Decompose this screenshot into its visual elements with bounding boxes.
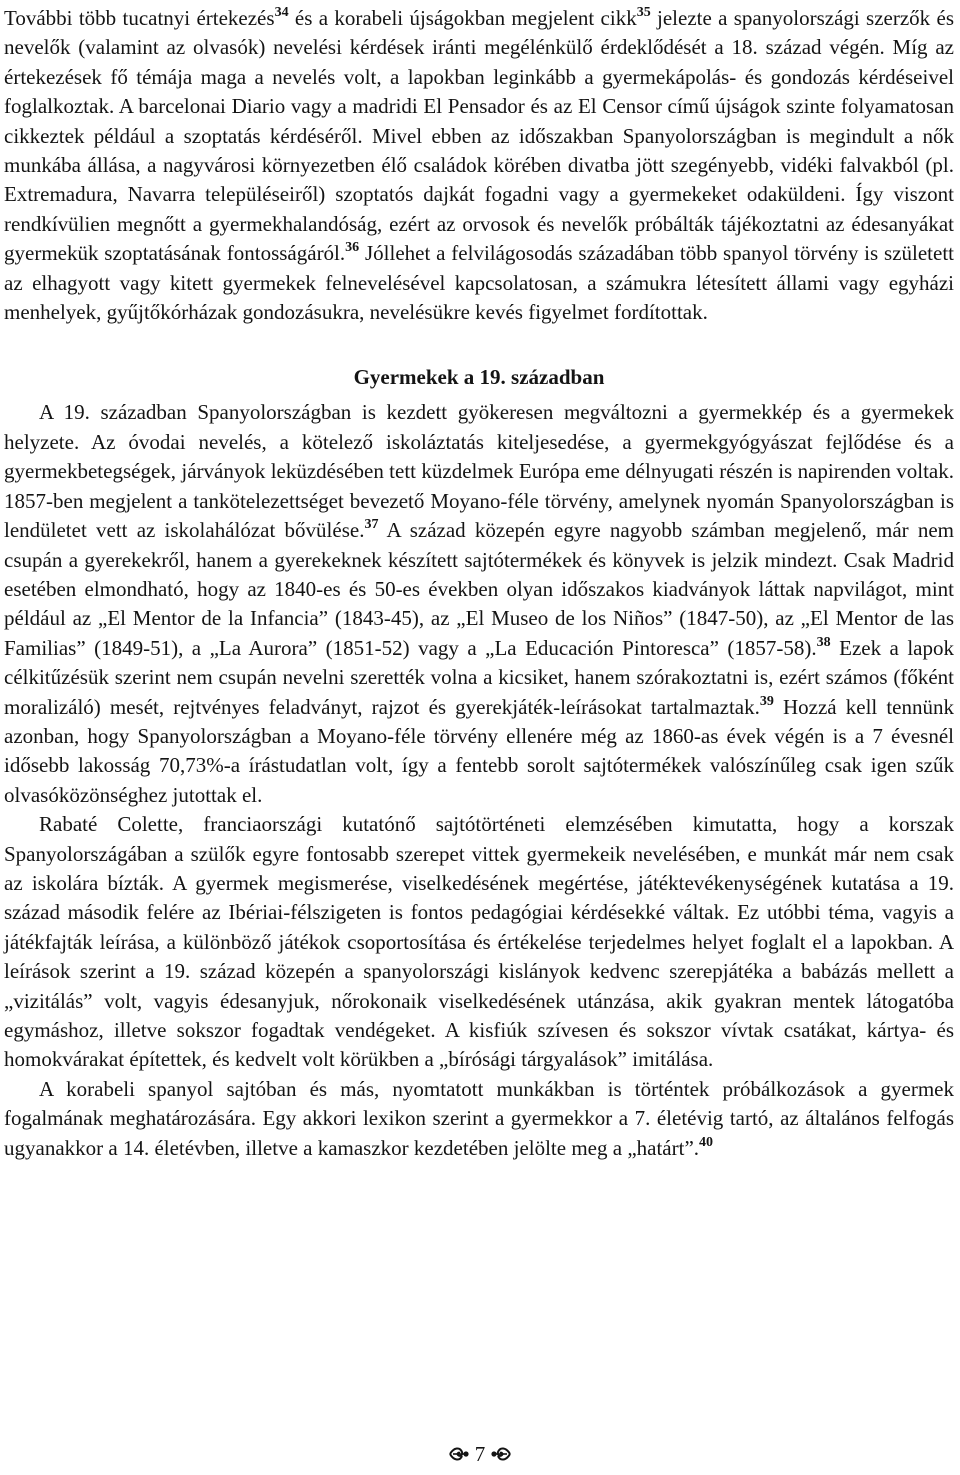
ornament-right-icon — [490, 1443, 512, 1465]
paragraph-text: A század közepén egyre nagyobb számban megjelenő, már nem csupán a gyerekekről, hanem a gyerekeknek készített sajtótermékek és könyvek is jelzik mindezt. Csak Madrid esetében elmondható, hogy az 1840-es és 50-es években olyan időszakos kiadványok láttak napvilágot, mint például az „El Mentor de la Infancia” (1843-45), az „El Museo de los Niños” (1847-50), az „El Mentor de las Familias” (1849-51), a „La Aurora” (1851-52) vagy a „La Educación Pintoresca” (1857-58). — [4, 518, 955, 660]
paragraph-text: Jóllehet a felvilágosodás századában több spanyol törvény is született az elhagyott vagy kitett gyermekek felnevelésével kapcsolatosan, a számukra létesített állami vagy egyházi menhelyek, gyűjtőkórházak gondozásukra, nevelésükre kevés figyelmet fordítottak. — [4, 241, 954, 325]
paragraph-text: További több tucatnyi értekezés — [4, 6, 275, 30]
page-number: 7 — [474, 1442, 486, 1466]
paragraph-text: Hozzá kell tennünk azonban, hogy Spanyolországban a Moyano-féle törvény ellenére még az 1860-as évek végén is a 7 évesnél idősebb lakosság 70,73%-a írástudatlan volt, így a fentebb sorolt sajtótermékek valószínűleg csak igen szűk olvasóközönséghez jutottak el. — [4, 694, 955, 807]
paragraph-text: és a korabeli újságokban megjelent cikk — [288, 6, 637, 30]
body-text-after — [4, 398, 954, 1163]
body-text-before — [4, 4, 954, 327]
footnote-marker: 39 — [759, 693, 774, 709]
footnote-marker: 35 — [636, 5, 651, 20]
paragraph — [4, 4, 954, 327]
footnote-marker: 37 — [364, 517, 379, 533]
footnote-marker: 34 — [274, 5, 289, 20]
section-heading: Gyermekek a 19. században — [353, 365, 605, 390]
footnote-marker: 38 — [816, 634, 831, 650]
paragraph-text: jelezte a spanyolországi szerzők és nevelők (valamint az olvasók) nevelési kérdések iránti megélénkülő érdeklődését a 18. század végén. Míg az értekezések fő témája maga a nevelés volt, a lapokban leginkább a gyermekápolás- és gondozás kérdéseivel foglalkoztak. A barcelonai Diario vagy a madridi El Pensador és az El Censor című újságok szinte folyamatosan cikkeztek például a szoptatás kérdéséről. Mivel ebben az időszakban Spanyolországban is megindult a nők munkába állása, a nagyvárosi környezetben élő családok körében divatba jött szegényebb, vidéki falvakból (pl. Extremadura, Navarra településeiről) szoptatós dajkát fogadni vagy a gyermekeket odaküldeni. Így viszont rendkívülien megnőtt a gyermekhalandóság, ezért az orvosok és nevelők próbálták tájékoztatni az édesanyákat gyermekük szoptatásának fontosságáról. — [4, 6, 954, 266]
footnote-marker: 36 — [345, 240, 360, 256]
paragraph — [4, 398, 954, 810]
paragraph-text: Rabaté Colette, franciaországi kutatónő sajtótörténeti elemzésében kimutatta, hogy a korszak Spanyolországában a szülők egyre fontosabb szerepet vittek gyermekeik nevelésében, e munkát már nem csak az iskolára bízták. A gyermek megismerése, viselkedésének megértése, játéktevékenységének kutatása a 19. század második felére az Ibériai-félszigeten is fontos pedagógiai kérdésekké váltak. Ez utóbbi téma, vagyis a játékfajták leírása, a különböző játékok csoportosítása és értékelése terjedelmes helyet foglalt el a lapokban. A leírások szerint a 19. század közepén a spanyolországi kislányok kedvenc szerepjátéka a babázás mellett a „vizitálás” volt, vagyis édesanyjuk, nőrokonaik viselkedésének utánzása, akik gyakran mentek látogatóba egymáshoz, illetve sokszor fogadtak vendégeket. A kisfiúk szívesen és sokszor vívtak csatákat, kártya- és homokvárakat építettek, és kedvelt volt körükben a „bírósági tárgyalások” imitálása. — [4, 812, 954, 1072]
paragraph-text: Ezek a lapok célkitűzésük szerint nem csupán nevelni szerették volna a kicsiket, hanem szórakoztatni is, ezért számos (főként moralizáló) mesét, rejtvényes feladványt, rajzot és gyerekjáték-leírásokat tartalmaztak. — [4, 635, 954, 719]
paragraph — [4, 810, 954, 1075]
ornament-left-icon — [448, 1443, 470, 1465]
paragraph-text: A korabeli spanyol sajtóban és más, nyomtatott munkákban is történtek próbálkozások a gyermek fogalmának meghatározására. Egy akkori lexikon szerint a gyermekkor a 7. életévig tartó, az általános felfogás ugyanakkor a 14. életévben, illetve a kamaszkor kezdetében jelölte meg a „határt”. — [4, 1076, 954, 1160]
paragraph-text: A 19. században Spanyolországban is kezdett gyökeresen megváltozni a gyermekkép és a gyermekek helyzete. Az óvodai nevelés, a kötelező iskoláztatás kiteljesedése, a gyermekgyógyászat fejlődése és a gyermekbetegségek, járványok leküzdésében tett küzdelmek Európa eme délnyugati részén is napirenden voltak. 1857-ben megjelent a tankötelezettséget bevezető Moyano-féle törvény, amelynek nyomán Spanyolországban is lendületet vett az iskolahálózat bővülése. — [4, 400, 954, 543]
footnote-marker: 40 — [699, 1134, 714, 1150]
paragraph — [4, 1075, 954, 1163]
page-footer — [0, 1439, 960, 1469]
